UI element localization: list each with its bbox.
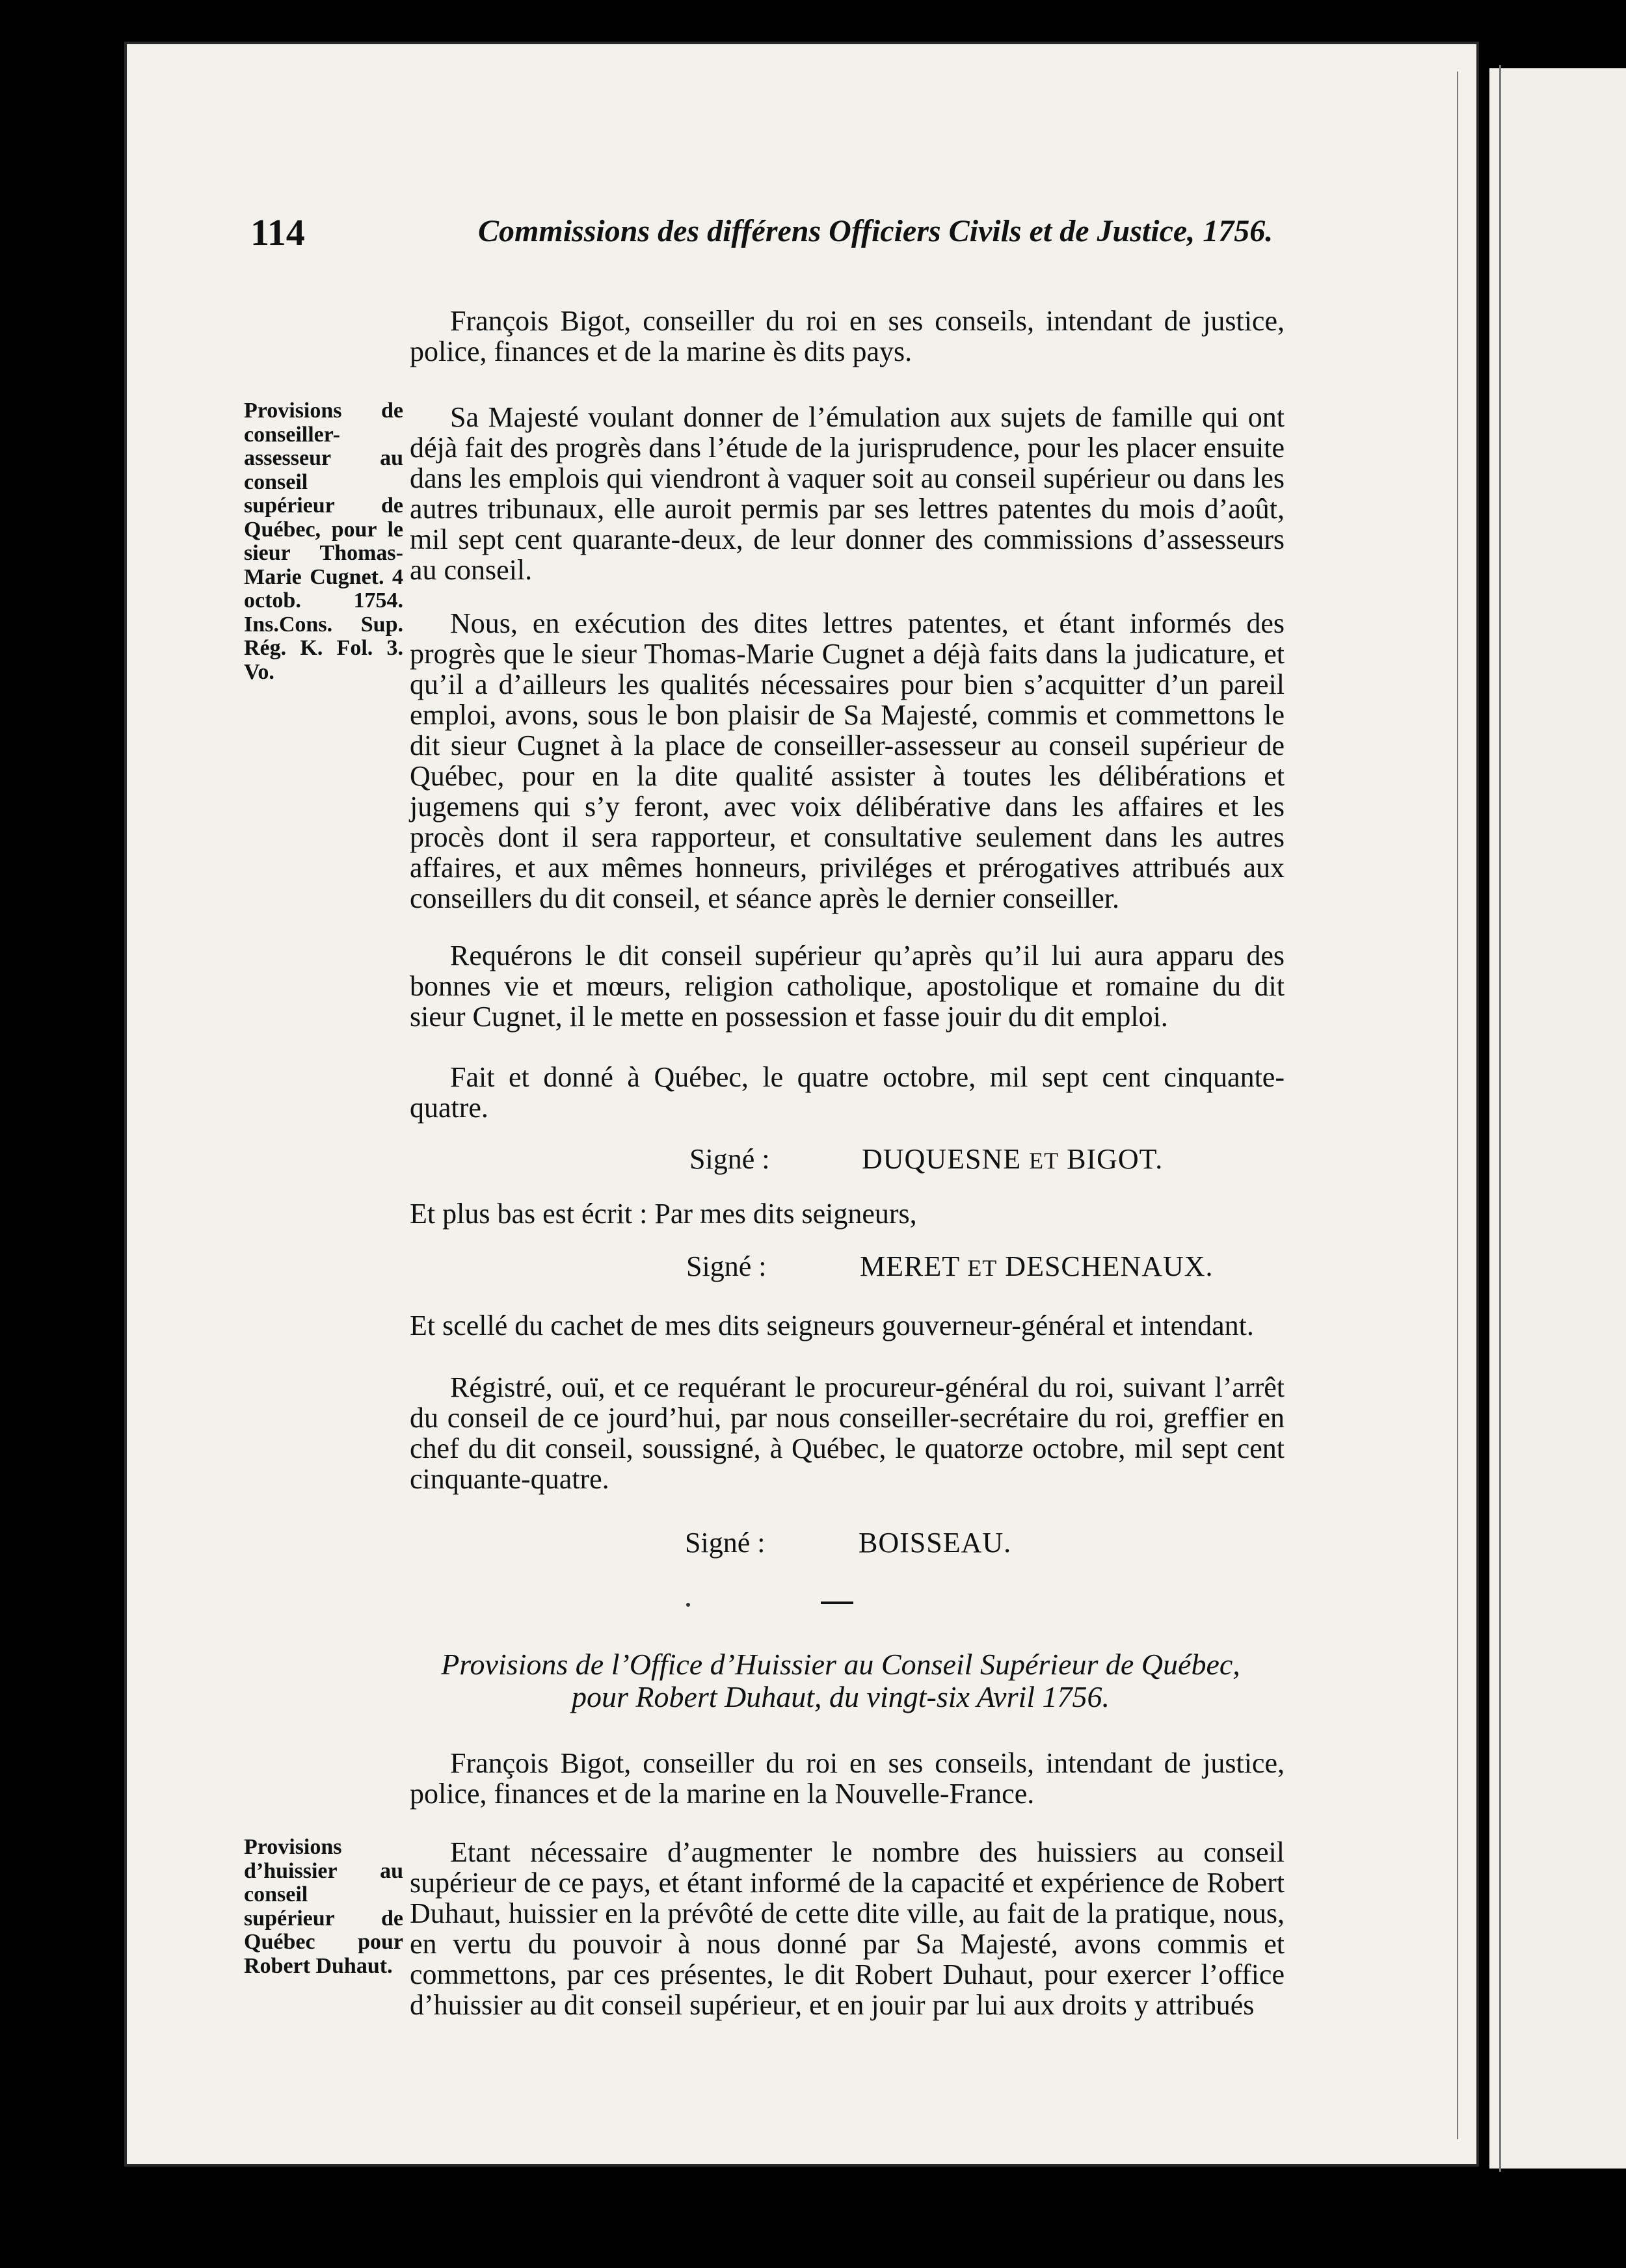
signatory-deschenaux: DESCHENAUX. xyxy=(1005,1250,1214,1282)
signature-label: Signé : xyxy=(686,1250,767,1282)
paragraph-4: Fait et donné à Québec, le quatre octobre, mil sept cent cinquante-quatre. xyxy=(410,1061,1285,1124)
section-title xyxy=(403,1648,1278,1713)
print-speck xyxy=(686,1603,690,1607)
page-header xyxy=(0,207,1626,259)
signature-label: Signé : xyxy=(689,1143,770,1175)
paragraph-intro: François Bigot, conseiller du roi en ses conseils, intendant de justice, police, finances et de la marine ès dits pays. xyxy=(410,305,1285,367)
page-fold-line xyxy=(1499,65,1501,2172)
signatory-meret: MERET xyxy=(860,1250,960,1282)
adjacent-page-edge xyxy=(1489,68,1626,2169)
section-title-line-1: Provisions de l’Office d’Huissier au Conseil Supérieur de Québec, xyxy=(441,1648,1240,1681)
paragraph-3: Requérons le dit conseil supérieur qu’après qu’il lui aura apparu des bonnes vie et mœurs, religion catholique, apostolique et romaine du dit sieur Cugnet, il le mette en possession et fasse jouir du dit emploi. xyxy=(410,940,1285,1033)
signatory-boisseau: BOISSEAU. xyxy=(859,1527,1012,1559)
paragraph-5: Et plus bas est écrit : Par mes dits seigneurs, xyxy=(410,1198,917,1230)
running-title: Commissions des différens Officiers Civils et de Justice, 1756. xyxy=(478,214,1273,248)
section-title-line-2: pour Robert Duhaut, du vingt-six Avril 1756. xyxy=(571,1680,1110,1713)
margin-note-cugnet: Provisions de conseiller-assesseur au conseil supérieur de Québec, pour le sieur Thomas-Marie Cugnet. 4 octob. 1754. Ins.Cons. Sup. Rég. K. Fol. 3. Vo. xyxy=(244,399,403,684)
paragraph-9: Etant nécessaire d’augmenter le nombre des huissiers au conseil supérieur de ce pays, et étant informé de la capacité et expérience de Robert Duhaut, huissier en la prévôté de cette dite ville, au fait de la pratique, nous, en vertu du pouvoir à nous donné par Sa Majesté, avons commis et commettons, par ces présentes, le dit Robert Duhaut, pour exercer l’office d’huissier au dit conseil supérieur, et en jouir par lui aux droits y attribués xyxy=(410,1836,1285,2021)
paragraph-8: François Bigot, conseiller du roi en ses conseils, intendant de justice, police, finances et de la marine en la Nouvelle-France. xyxy=(410,1747,1285,1810)
signatory-bigot: BIGOT. xyxy=(1067,1143,1164,1175)
paragraph-1: Sa Majesté voulant donner de l’émulation aux sujets de famille qui ont déjà fait des progrès dans l’étude de la jurisprudence, pour les placer ensuite dans les emplois qui viendront à vaquer soit au conseil supérieur ou dans les autres tribunaux, elle auroit permis par ses lettres patentes du mois d’août, mil sept cent quarante-deux, de leur donner des commissions d’assesseurs au conseil. xyxy=(410,401,1285,586)
signature-name xyxy=(860,1250,1214,1283)
paragraph-2: Nous, en exécution des dites lettres patentes, et étant informés des progrès que le sieur Thomas-Marie Cugnet a déjà faits dans la judicature, et qu’il a d’ailleurs les qualités nécessaires pour bien s’acquitter d’un pareil emploi, avons, sous le bon plaisir de Sa Majesté, commis et commettons le dit sieur Cugnet à la place de conseiller-assesseur au conseil supérieur de Québec, pour en la dite qualité assister à toutes les délibérations et jugemens qui s’y feront, avec voix délibérative dans les affaires et les procès dont il sera rapporteur, et consultative seulement dans les autres affaires, et aux mêmes honneurs, priviléges et prérogatives attribués aux conseillers du dit conseil, et séance après le dernier conseiller. xyxy=(410,607,1285,914)
page-fold-line-inner xyxy=(1457,72,1458,2139)
section-divider xyxy=(821,1602,853,1604)
conjunction: ET xyxy=(967,1255,998,1281)
paragraph-6: Et scellé du cachet de mes dits seigneurs gouverneur-général et intendant. xyxy=(410,1310,1254,1341)
margin-note-duhaut: Provisions d’huissier au conseil supérieur de Québec pour Robert Duhaut. xyxy=(244,1835,403,1978)
paragraph-7: Régistré, ouï, et ce requérant le procureur-général du roi, suivant l’arrêt du conseil de ce jourd’hui, par nous conseiller-secrétaire du roi, greffier en chef du dit conseil, soussigné, à Québec, le quatorze octobre, mil sept cent cinquante-quatre. xyxy=(410,1371,1285,1495)
page-number: 114 xyxy=(250,211,305,254)
signatory-duquesne: DUQUESNE xyxy=(862,1143,1022,1175)
signature-name xyxy=(862,1142,1163,1176)
signature-label: Signé : xyxy=(685,1527,766,1559)
conjunction: ET xyxy=(1029,1148,1060,1174)
